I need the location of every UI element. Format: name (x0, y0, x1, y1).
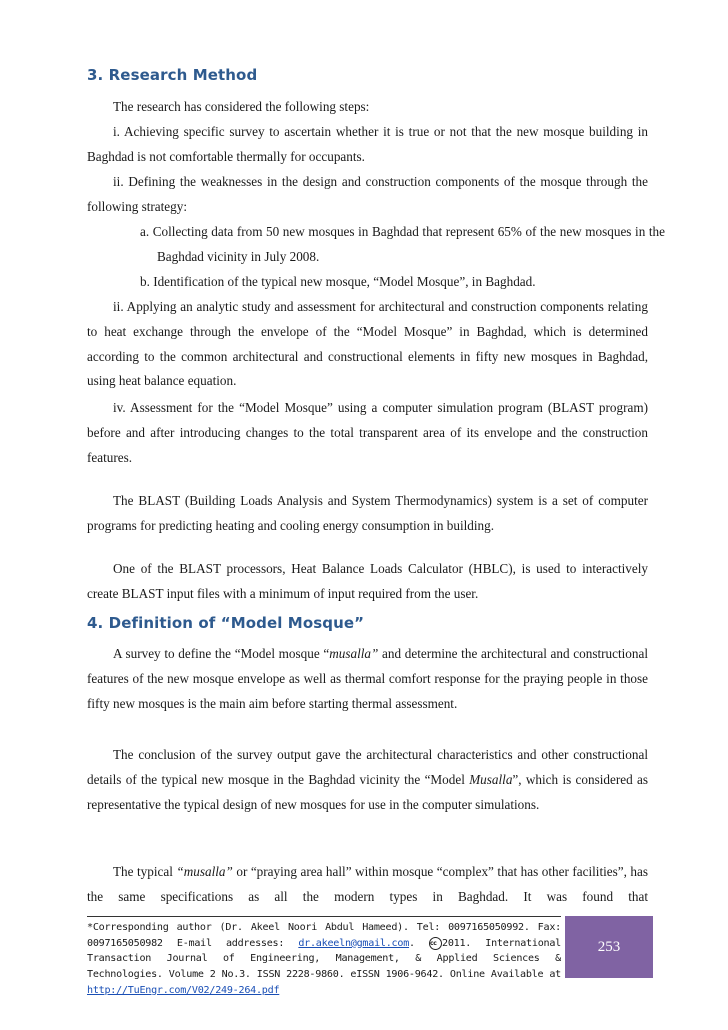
step-1-paragraph: i. Achieving specific survey to ascertain whether it is true or not that the new mosque building in Baghdad is not comfortable thermally for occupants. (87, 124, 648, 164)
conclusion-text-end: ”, which is considered as representative the typical design of new mosques for use in the computer simulations. (87, 771, 648, 812)
survey-paragraph (87, 642, 648, 716)
intro-paragraph: The research has considered the following steps: (113, 99, 370, 114)
hblc-paragraph: One of the BLAST processors, Heat Balance Loads Calculator (HBLC), is used to interactively create BLAST input files with a minimum of input required from the user. (87, 561, 648, 601)
conclusion-paragraph (87, 743, 648, 817)
survey-text-end: and determine the architectural and constructional features of the new mosque envelope as well as thermal comfort response for the praying people in those fifty new mosques is the main aim before starting thermal assessment. (87, 646, 648, 711)
typical-text-start: The typical (113, 864, 177, 879)
section-3-heading: 3. Research Method (87, 66, 258, 84)
step-3-paragraph: ii. Applying an analytic study and assessment for architectural and construction components relating to heat exchange through the envelope of the “Model Mosque” in Baghdad, which is determined according to the common architectural and constructional elements in fifty new mosques in Baghdad, using heat balance equation. (87, 299, 648, 389)
footnote-text: *Corresponding author (Dr. Akeel Noori Abdul Hameed). Tel: 0097165050992. Fax: 0097165050982 E-mail addresses: (87, 922, 561, 949)
step-2-paragraph: ii. Defining the weaknesses in the design and construction components of the mosque through the following strategy: (87, 174, 648, 214)
musalla-term: “musalla” (176, 864, 233, 879)
step-2a-item: a. Collecting data from 50 new mosques in Baghdad that represent 65% of the new mosques in the Baghdad vicinity in July 2008. (140, 224, 665, 264)
typical-text-end: or “praying area hall” within mosque “complex” that has other facilities”, has the same specifications as all the modern types in Baghdad. It was found that (87, 864, 648, 904)
correspondence-footnote (87, 920, 561, 999)
step-2b-item: b. Identification of the typical new mosque, “Model Mosque”, in Baghdad. (140, 274, 536, 289)
article-url-link[interactable]: http://TuEngr.com/V02/249-264.pdf (87, 984, 280, 996)
conclusion-text-start: The conclusion of the survey output gave the architectural characteristics and other constructional details of the typical new mosque in the Baghdad vicinity the “Model (87, 747, 648, 787)
footer-divider (87, 916, 561, 917)
footnote-journal-text: 2011. International Transaction Journal of Engineering, Management, & Applied Sciences & Technologies. Volume 2 No.3. ISSN 2228-9860. eISSN 1906-9642. Online Available at (87, 937, 561, 981)
survey-text-start: A survey to define the “Model mosque “ (113, 646, 330, 661)
creative-commons-icon: cc (429, 937, 442, 950)
page-number: 253 (597, 938, 621, 955)
footnote-separator: . (409, 937, 429, 949)
musalla-term: musalla” (329, 646, 379, 661)
section-4-heading: 4. Definition of “Model Mosque” (87, 614, 365, 632)
page-number-box (565, 916, 653, 978)
blast-paragraph: The BLAST (Building Loads Analysis and System Thermodynamics) system is a set of computer programs for predicting heating and cooling energy consumption in building. (87, 493, 648, 533)
typical-musalla-paragraph (87, 860, 648, 910)
step-4-paragraph: iv. Assessment for the “Model Mosque” using a computer simulation program (BLAST program) before and after introducing changes to the total transparent area of its envelope and the construction features. (87, 400, 648, 465)
musalla-term: Musalla (469, 771, 513, 787)
email-link[interactable]: dr.akeeln@gmail.com (298, 937, 410, 949)
